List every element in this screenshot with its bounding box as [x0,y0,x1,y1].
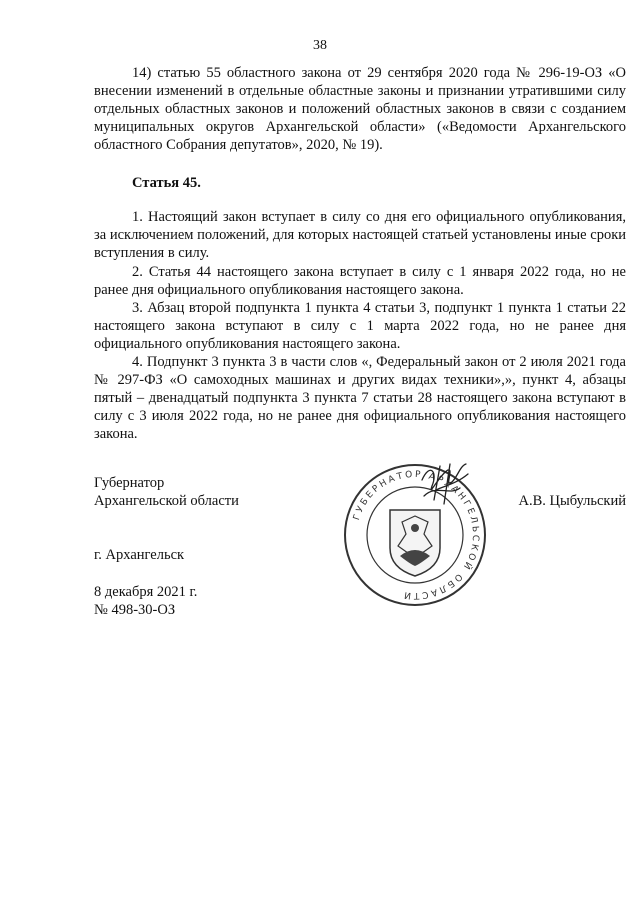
article-paragraph-4: 4. Подпункт 3 пункта 3 в части слов «, Федеральный закон от 2 июля 2021 года № 297-ФЗ «О самоходных машинах и других видах техники»,», пункт 4, абзацы пятый – двенадцатый подпункта 3 пункта 7 статьи 28 настоящего закона вступают в силу с 3 июля 2022 года, но не ранее дня официального опубликования настоящего закона. [94,354,626,442]
official-seal-icon [340,460,490,610]
place-of-signing: г. Архангельск [94,547,185,563]
article-paragraph-2: 2. Статья 44 настоящего закона вступает в силу с 1 января 2022 года, но не ранее дня официального опубликования настоящего закона. [94,264,626,298]
item-14-paragraph: 14) статью 55 областного закона от 29 сентября 2020 года № 296-19-ОЗ «О внесении изменений в отдельные областные законы и признании утратившими силу отдельных областных законов и положений областных законов в связи с созданием муниципальных округов Архангельской области» («Ведомости Архангельского областного Собрания депутатов», 2020, № 19). [94,65,626,153]
article-paragraph-1: 1. Настоящий закон вступает в силу со дня его официального опубликования, за исключением положений, для которых настоящей статьей установлены иные сроки вступления в силу. [94,209,626,261]
article-title: Статья 45. [132,175,201,191]
law-number: № 498-30-ОЗ [94,602,176,618]
signatory-title-line2: Архангельской области [94,493,239,509]
signing-date: 8 декабря 2021 г. [94,584,198,600]
page-number: 38 [313,38,327,53]
signatory-title-line1: Губернатор [94,475,165,491]
article-paragraph-3: 3. Абзац второй подпункта 1 пункта 4 статьи 3, подпункт 1 пункта 1 статьи 22 настоящего закона вступают в силу с 1 марта 2022 года, но не ранее дня официального опубликования настоящего закона. [94,300,626,352]
signatory-name: А.В. Цыбульский [518,493,626,509]
svg-text:ГУБЕРНАТОР АРХАНГЕЛЬСКОЙ ОБЛАС: ГУБЕРНАТОР АРХАНГЕЛЬСКОЙ ОБЛАСТИ [352,469,481,601]
